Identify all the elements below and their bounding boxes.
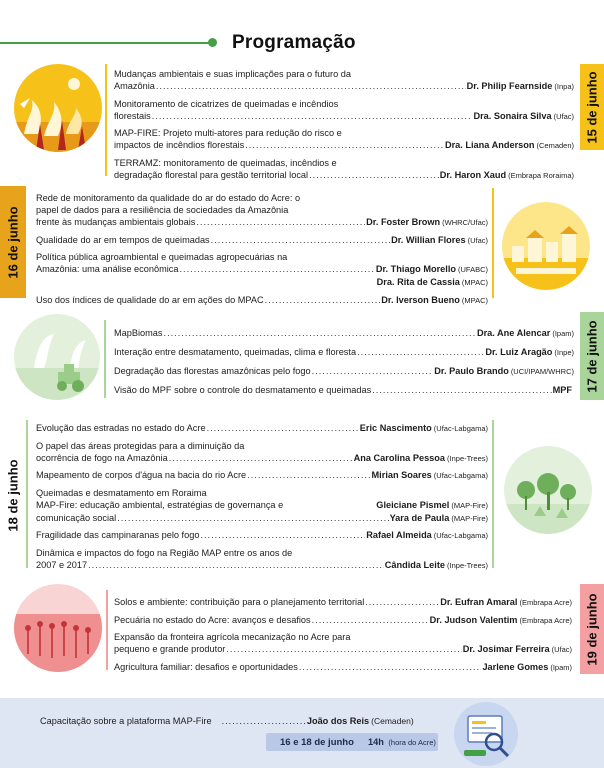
leader-dots: ........................ <box>221 716 307 726</box>
talk-item: Pecuária no estado do Acre: avanços e desafios ..... Dr. Judson Valentim (Embrapa Acre) <box>114 614 572 627</box>
talk-item: Queimadas e desmatamento em Roraima MAP-Fire: educação ambiental, estratégias de governança e Gleiciane Pismel (MAP-Fire) comunicação social ..... Yara de Paula (MAP-Fire) <box>36 487 488 525</box>
forest-icon <box>504 446 592 534</box>
divider-18-right <box>492 420 494 568</box>
talk-item: MAP-FIRE: Projeto multi-atores para redução do risco e impactos de incêndios florestais ..... Dra. Liana Anderson (Cemaden) <box>114 127 574 152</box>
header-line <box>0 42 212 44</box>
day-tab-17: 17 de junho <box>580 312 604 400</box>
crop-field-icon <box>14 584 102 672</box>
talk-item: Fragilidade das campinaranas pelo fogo ..... Rafael Almeida (Ufac-Labgama) <box>36 529 488 542</box>
divider-19 <box>106 590 108 670</box>
divider-16 <box>492 188 494 298</box>
city-icon <box>502 202 590 290</box>
day-tab-19: 19 de junho <box>580 584 604 674</box>
divider-15 <box>105 64 107 176</box>
talk-item: Mudanças ambientais e suas implicações para o futuro da Amazônia ..... Dr. Philip Fearnside (Inpa) <box>114 68 574 93</box>
training-title: Capacitação sobre a plataforma MAP-Fire <box>40 716 212 726</box>
talk-item: Interação entre desmatamento, queimadas, clima e floresta ..... Dr. Luiz Aragão (Inpe) <box>114 346 574 359</box>
talk-item: TERRAMZ: monitoramento de queimadas, incêndios e degradação florestal para gestão territorial local ..... Dr. Haron Xaud (Embrapa Roraima) <box>114 157 574 182</box>
talk-item: Visão do MPF sobre o controle do desmatamento e queimadas ..... MPF <box>114 384 574 396</box>
map-search-icon <box>454 702 518 766</box>
schedule-15 <box>114 68 574 186</box>
day-tab-16: 16 de junho <box>0 186 26 298</box>
training-row <box>40 716 440 726</box>
talk-item: Qualidade do ar em tempos de queimadas ..... Dr. Willian Flores (Ufac) <box>36 234 488 247</box>
training-affil: (Cemaden) <box>371 716 414 726</box>
schedule-16 <box>36 192 488 311</box>
talk-item: Degradação das florestas amazônicas pelo fogo ..... Dr. Paulo Brando (UCI/IPAM/WHRC) <box>114 365 574 378</box>
talk-item: O papel das áreas protegidas para a diminuição da ocorrência de fogo na Amazônia ..... Ana Carolina Pessoa (Inpe-Trees) <box>36 440 488 465</box>
talk-item: Expansão da fronteira agrícola mecanização no Acre para pequeno e grande produtor ..... Dr. Josimar Ferreira (Ufac) <box>114 631 572 656</box>
schedule-19 <box>114 596 572 678</box>
talk-item: Política pública agroambiental e queimadas agropecuárias na Amazônia: uma análise econômica ..... Dr. Thiago Morello (UFABC) Dra. Rita de Cassia (MPAC) <box>36 251 488 289</box>
training-dates: 16 e 18 de junho <box>280 737 354 748</box>
talk-item: MapBiomas ..... Dra. Ane Alencar (Ipam) <box>114 327 574 340</box>
talk-item: Solos e ambiente: contribuição para o planejamento territorial ..... Dr. Eufran Amaral (Embrapa Acre) <box>114 596 572 609</box>
day-tab-18: 18 de junho <box>0 420 26 570</box>
talk-item: Agricultura familiar: desafios e oportunidades ..... Jarlene Gomes (Ipam) <box>114 661 572 674</box>
talk-item: Evolução das estradas no estado do Acre ..... Eric Nascimento (Ufac-Labgama) <box>36 422 488 435</box>
divider-18-left <box>26 420 28 568</box>
header-dot <box>208 38 217 47</box>
training-speaker: João dos Reis <box>306 716 370 726</box>
page-title: Programação <box>232 32 356 53</box>
training-time: 14h (hora do Acre) <box>368 737 436 747</box>
schedule-18 <box>36 422 488 576</box>
divider-17 <box>104 320 106 398</box>
talk-item: Monitoramento de cicatrizes de queimadas e incêndios florestais ..... Dra. Sonaira Silva (Ufac) <box>114 98 574 123</box>
tractor-icon <box>14 314 100 400</box>
talk-item: Rede de monitoramento da qualidade do ar do estado do Acre: o papel de dados para a resiliência de sociedades da Amazônia frente às mudanças ambientais globais ..... Dr. Foster Brown (WHRC/Ufac) <box>36 192 488 229</box>
fire-icon <box>14 64 102 152</box>
day-tab-15: 15 de junho <box>580 64 604 150</box>
talk-item: Mapeamento de corpos d'água na bacia do rio Acre ..... Mirian Soares (Ufac-Labgama) <box>36 469 488 482</box>
schedule-17 <box>114 327 574 402</box>
talk-item: Dinâmica e impactos do fogo na Região MAP entre os anos de 2007 e 2017 ..... Cândida Leite (Inpe-Trees) <box>36 547 488 572</box>
talk-item: Uso dos índices de qualidade do ar em ações do MPAC ..... Dr. Iverson Bueno (MPAC) <box>36 294 488 307</box>
